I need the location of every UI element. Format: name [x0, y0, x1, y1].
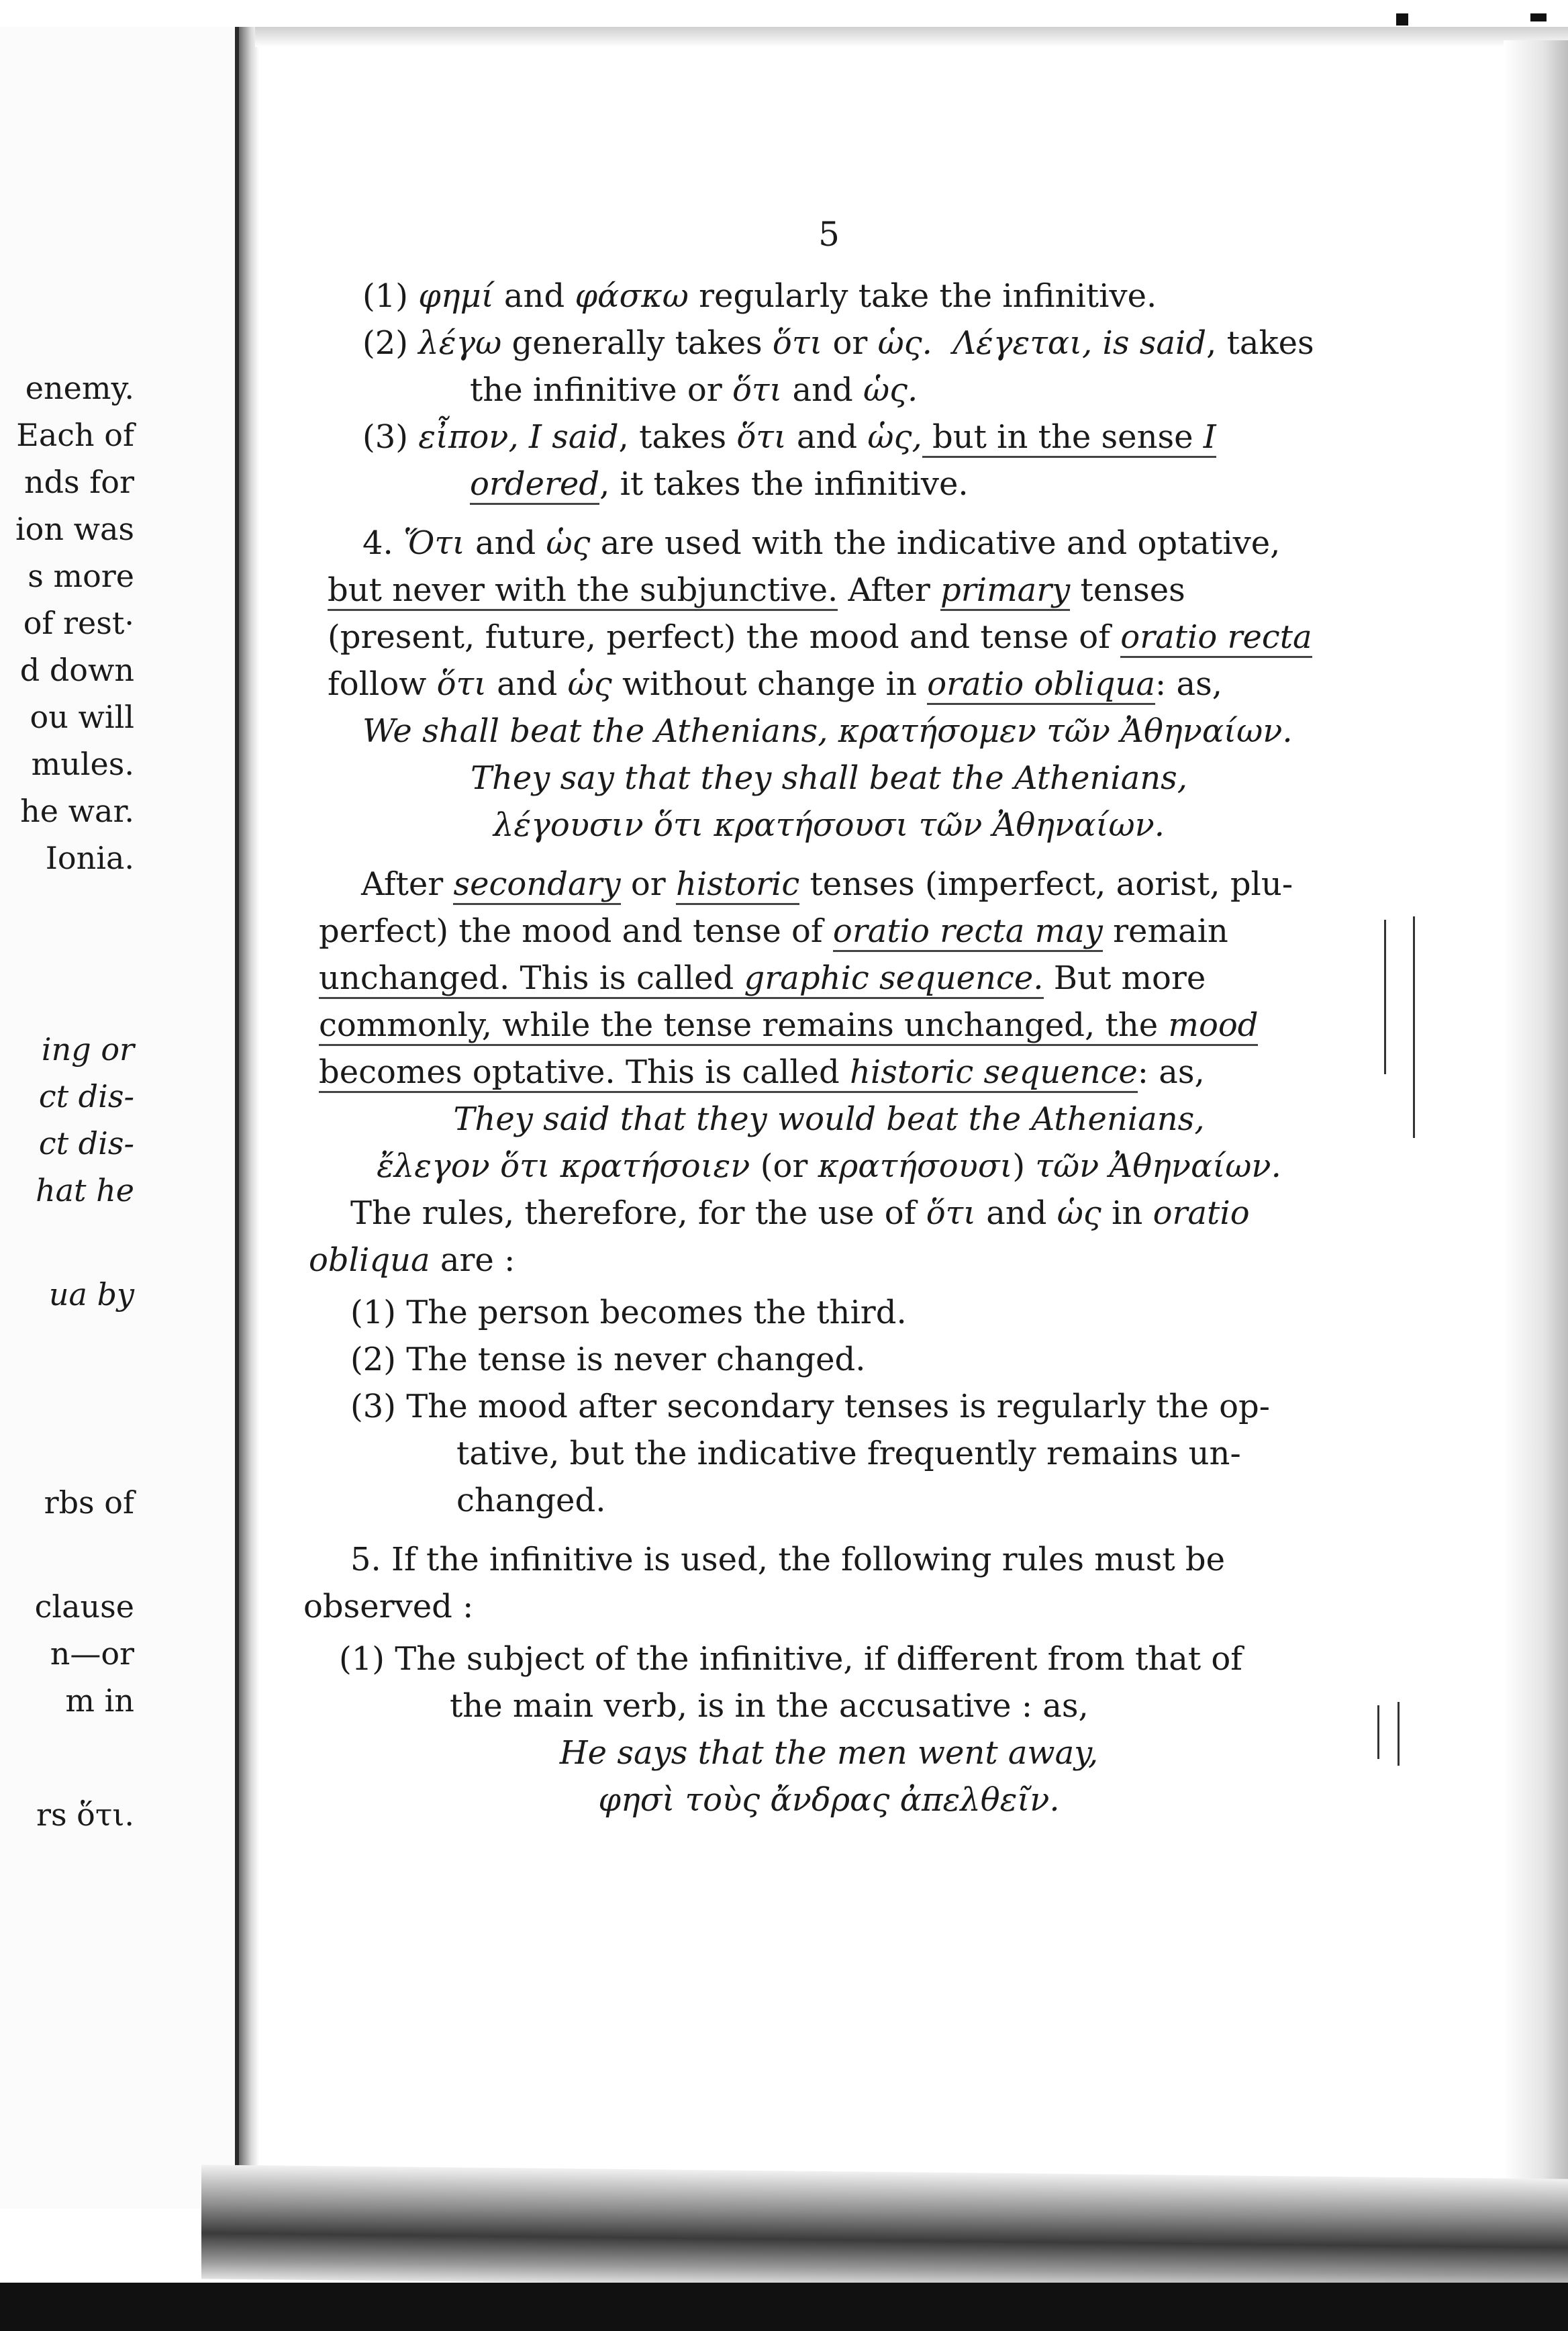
summary-item-3-cont-2: changed.	[456, 1482, 606, 1519]
section-4-line-3	[289, 614, 1369, 661]
left-page-line: ou will	[30, 699, 134, 735]
text: and	[976, 1194, 1057, 1232]
english-example: We shall beat the Athenians,	[362, 712, 828, 750]
rules-summary-line-1	[289, 1190, 1369, 1237]
gutter-shadow	[239, 27, 259, 2209]
example-2-gk	[289, 802, 1369, 849]
italic-text: oratio	[1153, 1194, 1250, 1232]
scanner-bed	[0, 2283, 1568, 2331]
italic-text: ordered	[470, 465, 599, 505]
greek-word: ὅτι	[732, 371, 783, 409]
summary-item-3-cont-1: tative, but the indicative frequently remains un-	[456, 1435, 1241, 1472]
left-page-line: ing or	[41, 1031, 134, 1067]
text: regularly take the infinitive.	[688, 277, 1157, 315]
left-page-line: Ionia.	[45, 840, 134, 876]
text: The mood after secondary tenses is regularly the op-	[406, 1388, 1270, 1425]
left-page-line: ua by	[48, 1276, 134, 1313]
underlined-text: but in the sense	[922, 418, 1204, 458]
section-4b-line-2	[289, 908, 1369, 955]
greek-example: φησὶ τοὺς ἄνδρας ἀπελθεῖν.	[598, 1781, 1060, 1819]
text: are used with the indicative and optative,	[590, 524, 1281, 562]
italic-text: primary	[940, 571, 1070, 611]
left-page-line: rs ὅτι.	[36, 1797, 134, 1833]
left-page-line: nds for	[23, 464, 134, 500]
left-page-line: clause	[34, 1588, 134, 1625]
margin-pencil-mark	[1377, 1705, 1379, 1759]
text: tenses (imperfect, aorist, plu-	[799, 865, 1293, 903]
scan-speck	[1530, 13, 1547, 21]
right-page-edge	[1504, 40, 1568, 2229]
rule-2	[289, 320, 1369, 367]
text: or	[620, 865, 676, 903]
left-page-line: enemy.	[25, 370, 134, 406]
greek-word: ὅτι	[772, 324, 823, 362]
italic-text: graphic sequence.	[744, 959, 1044, 999]
english-example: They said that they would beat the Athenians,	[453, 1100, 1205, 1138]
example-1	[289, 708, 1369, 755]
greek-word: ὡς.	[877, 324, 932, 362]
section-5-rule-1	[289, 1635, 1369, 1682]
bottom-page-edge	[201, 2164, 1568, 2293]
italic-text: I said	[529, 418, 619, 456]
text: The rules, therefore, for the use of	[350, 1194, 926, 1232]
greek-word: εἶπον,	[418, 418, 519, 456]
rules-summary-line-2	[289, 1237, 1369, 1284]
greek-word: ὅτι	[736, 418, 787, 456]
scan-speck	[1396, 13, 1408, 26]
section-4b-line-3	[289, 955, 1369, 1002]
left-page-line: Each of	[16, 417, 134, 453]
left-page-line: rbs of	[44, 1484, 134, 1521]
greek-example: κρατήσουσι	[818, 1147, 1013, 1185]
text: the infinitive or	[470, 371, 732, 409]
summary-item-3	[289, 1383, 1369, 1430]
summary-item-1	[289, 1289, 1369, 1336]
greek-word: Ὅτι	[403, 524, 465, 562]
section-4b-line-4	[289, 1002, 1369, 1049]
text: )	[1012, 1147, 1036, 1185]
example-4-en	[289, 1729, 1369, 1776]
rule-number: (3)	[350, 1388, 396, 1425]
text: generally takes	[501, 324, 773, 362]
text: follow	[328, 665, 437, 703]
section-5-line-1: 5. If the infinitive is used, the following rules must be	[350, 1541, 1226, 1578]
margin-pencil-mark	[1384, 920, 1386, 1074]
greek-word: ὡς	[567, 665, 612, 703]
rule-number: (3)	[362, 418, 408, 456]
section-4-line-2	[289, 567, 1369, 614]
greek-word: ὅτι	[926, 1194, 976, 1232]
left-page-line: s more	[28, 558, 134, 594]
greek-example: ἔλεγον ὅτι κρατήσοιεν	[377, 1147, 750, 1185]
italic-text: oratio recta	[1120, 618, 1312, 658]
left-page-line: hat he	[35, 1172, 134, 1208]
text: are :	[430, 1241, 516, 1279]
text: (or	[750, 1147, 818, 1185]
text: perfect) the mood and tense of	[319, 912, 833, 950]
greek-word: φάσκω	[575, 277, 689, 315]
underlined-text: but never with the subjunctive.	[328, 571, 838, 611]
rule-number: (2)	[350, 1341, 396, 1378]
greek-word: Λέγεται,	[952, 324, 1093, 362]
text: The tense is never changed.	[406, 1341, 866, 1378]
greek-word: ὡς.	[863, 371, 918, 409]
english-example: He says that the men went away,	[559, 1734, 1099, 1772]
text: : as,	[1137, 1053, 1205, 1091]
italic-text: secondary	[453, 865, 620, 905]
left-page-line: of rest·	[23, 605, 134, 641]
left-page-line: ct dis-	[38, 1125, 134, 1161]
example-4-gk	[289, 1776, 1369, 1823]
section-number: 4.	[362, 524, 393, 562]
rule-2-cont	[289, 367, 1369, 414]
rule-1	[289, 273, 1369, 320]
section-4b-line-5	[289, 1049, 1369, 1096]
greek-word: ὡς	[546, 524, 591, 562]
text: After	[361, 865, 454, 903]
italic-text: historic sequence	[850, 1053, 1138, 1093]
section-4-line-4	[289, 661, 1369, 708]
text: , takes	[618, 418, 737, 456]
left-page-line: ion was	[15, 511, 134, 547]
section-4-line-1	[289, 520, 1369, 567]
text: , takes	[1206, 324, 1314, 362]
english-example: They say that they shall beat the Athenians,	[470, 759, 1188, 797]
text: (present, future, perfect) the mood and tense of	[328, 618, 1121, 656]
greek-word: ὡς,	[867, 418, 922, 456]
rule-3-cont	[289, 461, 1369, 508]
margin-pencil-mark	[1413, 916, 1415, 1138]
greek-word: λέγω	[418, 324, 502, 362]
example-3-gk	[289, 1143, 1369, 1190]
rule-number: (1)	[339, 1640, 385, 1678]
text: and	[486, 665, 568, 703]
greek-example: λέγουσιν ὅτι κρατήσουσι τῶν Ἀθηναίων.	[493, 806, 1165, 844]
left-page-line: mules.	[31, 746, 134, 782]
rule-number: (1)	[362, 277, 408, 315]
example-3-en	[289, 1096, 1369, 1143]
rule-number: (1)	[350, 1294, 396, 1331]
summary-item-2	[289, 1336, 1369, 1383]
italic-text: mood	[1168, 1006, 1258, 1046]
text: But more	[1043, 959, 1206, 997]
greek-word: φημί	[418, 277, 494, 315]
section-5-rule-1-cont: the main verb, is in the accusative : as,	[450, 1687, 1089, 1725]
left-page-line: d down	[19, 652, 134, 688]
left-page-line: m in	[65, 1682, 134, 1719]
left-page-line: ct dis-	[38, 1078, 134, 1114]
left-page-line: n—or	[50, 1635, 134, 1672]
left-page-line: he war.	[20, 793, 134, 829]
text: without change in	[611, 665, 928, 703]
greek-example: κρατήσομεν τῶν Ἀθηναίων.	[828, 712, 1293, 750]
italic-text: I	[1204, 418, 1216, 458]
text: : as,	[1155, 665, 1222, 703]
main-page	[289, 215, 1369, 1823]
text: , it takes the infinitive.	[599, 465, 969, 503]
section-4b-line-1	[289, 861, 1369, 908]
text: The person becomes the third.	[406, 1294, 907, 1331]
text: or	[822, 324, 878, 362]
text: and	[493, 277, 575, 315]
underlined-text: becomes optative. This is called	[319, 1053, 850, 1093]
italic-text: obliqua	[309, 1241, 430, 1279]
italic-text: oratio recta may	[833, 912, 1103, 952]
text: in	[1101, 1194, 1153, 1232]
greek-word: ὅτι	[436, 665, 487, 703]
text: tenses	[1070, 571, 1185, 609]
italic-text: historic	[676, 865, 799, 905]
text: The subject of the infinitive, if different from that of	[395, 1640, 1243, 1678]
rule-3	[289, 414, 1369, 461]
greek-word: ὡς	[1057, 1194, 1101, 1232]
italic-text: is said	[1102, 324, 1207, 362]
section-5-line-2: observed :	[303, 1588, 474, 1625]
text: remain	[1102, 912, 1228, 950]
text: After	[838, 571, 941, 609]
left-page-fragment	[0, 27, 239, 2209]
rule-number: (2)	[362, 324, 408, 362]
italic-text: oratio obliqua	[927, 665, 1155, 705]
text: and	[786, 418, 868, 456]
top-page-edge	[255, 27, 1568, 47]
underlined-text: unchanged. This is called	[319, 959, 744, 999]
underlined-text: commonly, while the tense remains unchanged, the	[319, 1006, 1168, 1046]
text: and	[464, 524, 546, 562]
text: and	[782, 371, 863, 409]
example-2-en	[289, 755, 1369, 802]
greek-example: τῶν Ἀθηναίων.	[1035, 1147, 1281, 1185]
page-number: 5	[818, 215, 840, 254]
margin-pencil-mark	[1398, 1702, 1400, 1766]
